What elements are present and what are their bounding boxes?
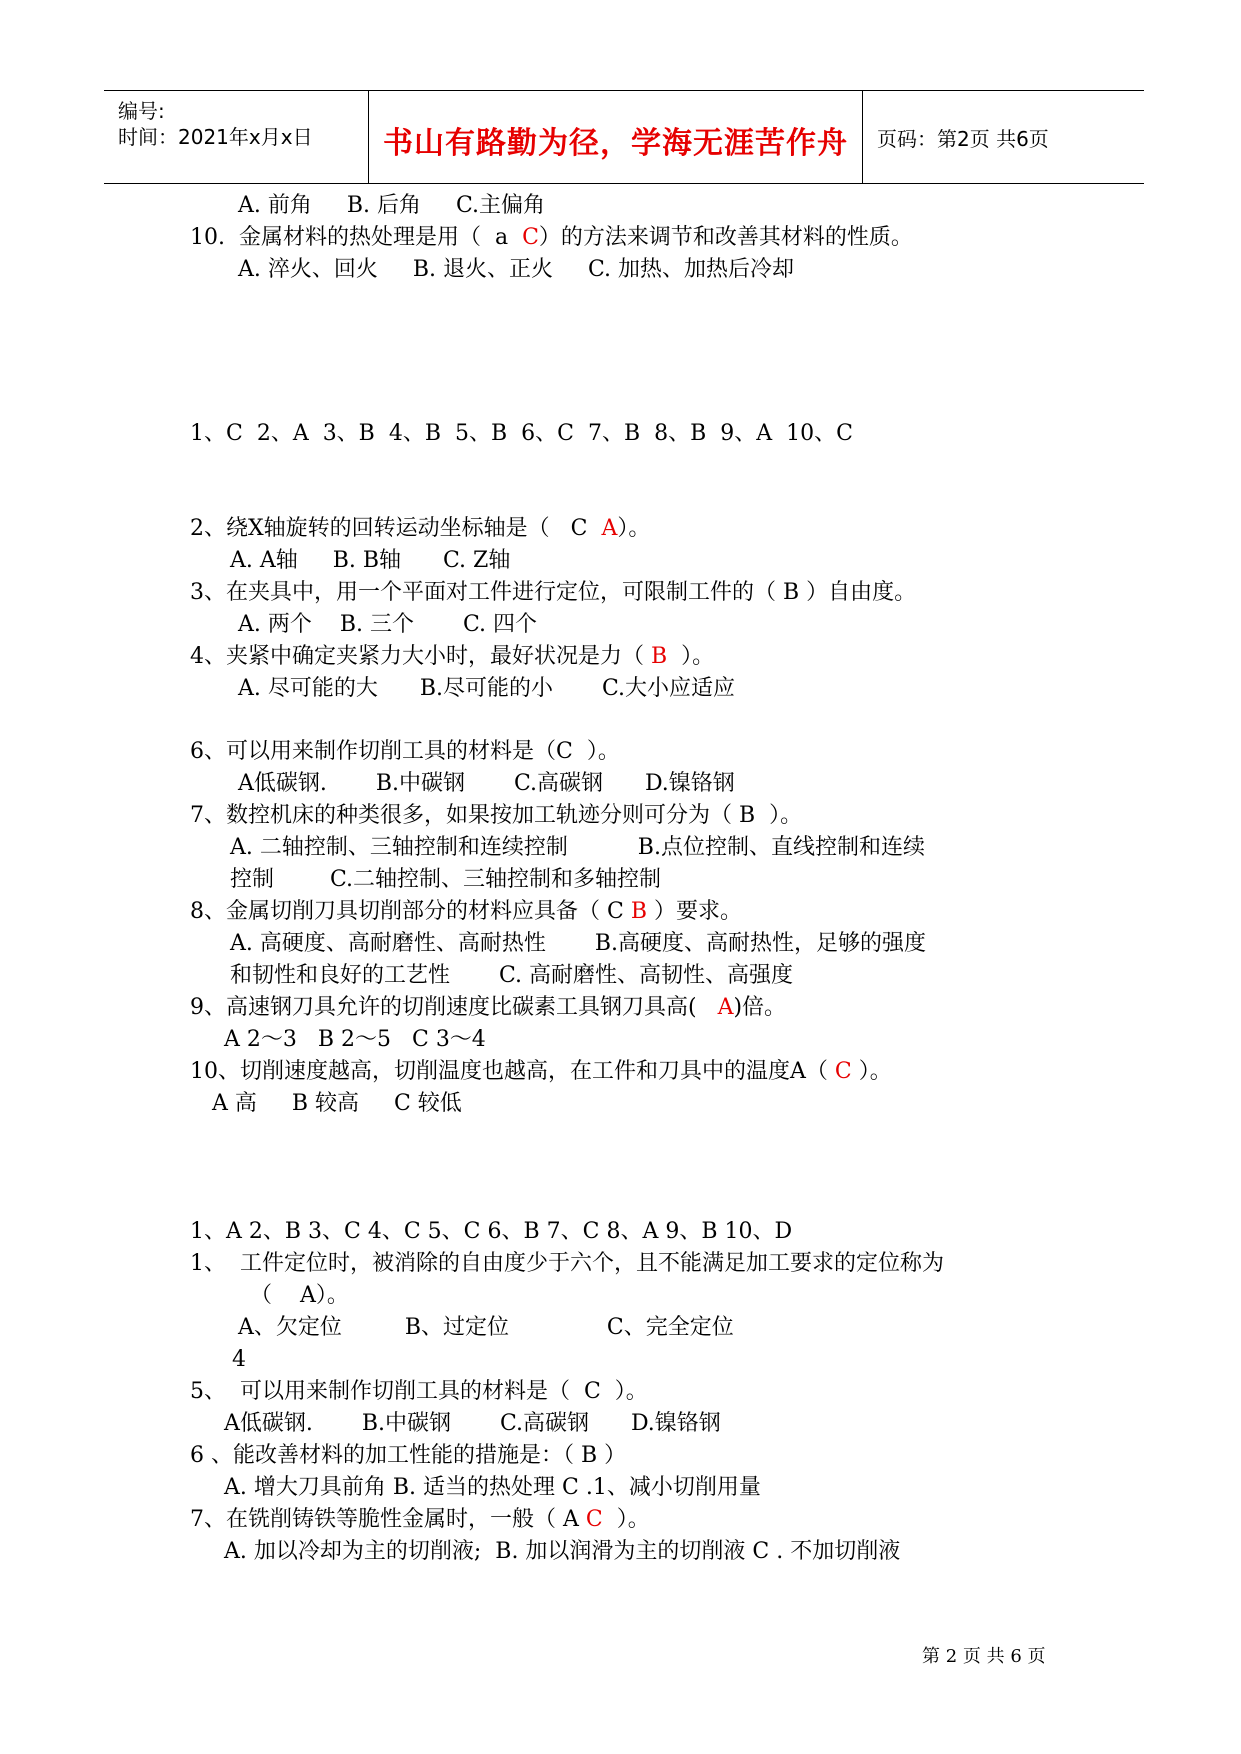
text-run: A. 二轴控制、三轴控制和连续控制 B.点位控制、直线控制和连续 [230, 835, 925, 860]
text-run: 6 、能改善材料的加工性能的措施是：（ B ） [190, 1443, 627, 1468]
text-line [232, 1346, 246, 1374]
header-info-cell [104, 91, 369, 183]
text-run: A. 淬火、回火 B. 退火、正火 C. 加热、加热后冷却 [238, 257, 794, 282]
page-label: 页码：第2页 共6页 [877, 127, 1049, 151]
text-run: 10. 金属材料的热处理是用（ a [190, 225, 523, 250]
text-run: A 高 B 较高 C 较低 [212, 1091, 462, 1116]
text-line [190, 1058, 892, 1086]
page-footer: 第 2 页 共 6 页 [922, 1646, 1046, 1667]
text-line [224, 1474, 761, 1502]
text-line [224, 1538, 900, 1566]
text-line [190, 515, 650, 543]
text-run: ）。 [851, 1059, 892, 1084]
answer-mark: A [717, 995, 734, 1020]
text-line [190, 579, 916, 607]
text-line [190, 802, 802, 830]
text-run: ）要求。 [647, 899, 742, 924]
answer-mark: C [834, 1059, 852, 1084]
text-line [190, 420, 853, 448]
text-run: A、欠定位 B、过定位 C、完全定位 [238, 1315, 734, 1340]
text-line [238, 256, 794, 284]
text-run: 控制 C.二轴控制、三轴控制和多轴控制 [230, 867, 661, 892]
text-line [230, 866, 661, 894]
text-run: 8、金属切削刀具切削部分的材料应具备（ C [190, 899, 631, 924]
text-line [230, 834, 925, 862]
text-run: 1、C 2、A 3、B 4、B 5、B 6、C 7、B 8、B 9、A 10、C [190, 421, 853, 446]
answer-mark: A [601, 516, 618, 541]
text-run: ）。 [667, 644, 715, 669]
text-line [224, 1410, 721, 1438]
answer-mark: C [585, 1507, 603, 1532]
text-line [190, 1442, 626, 1470]
text-line [238, 770, 735, 798]
text-run: 10、切削速度越高，切削温度也越高，在工件和刀具中的温度A（ [190, 1059, 835, 1084]
text-line [190, 898, 742, 926]
text-line [238, 192, 545, 220]
text-line [238, 1314, 734, 1342]
answer-mark: B [651, 644, 668, 669]
text-run: 和韧性和良好的工艺性 C. 高耐磨性、高韧性、高强度 [230, 963, 793, 988]
text-line [190, 643, 714, 671]
text-run: A. 两个 B. 三个 C. 四个 [238, 612, 537, 637]
text-run: 7、在铣削铸铁等脆性金属时，一般（ A [190, 1507, 586, 1532]
text-line [190, 994, 786, 1022]
text-run: 4 [232, 1347, 246, 1372]
answer-mark: C [522, 225, 539, 250]
header-table [104, 90, 1144, 184]
text-run: 1、A 2、B 3、C 4、C 5、C 6、B 7、C 8、A 9、B 10、D [190, 1219, 793, 1244]
text-run: 7、数控机床的种类很多，如果按加工轨迹分则可分为（ B ）。 [190, 803, 803, 828]
answer-mark: B [630, 899, 647, 924]
text-run: 5、 可以用来制作切削工具的材料是（ C ）。 [190, 1379, 648, 1404]
text-line [190, 1218, 792, 1246]
text-line [190, 1506, 650, 1534]
text-line [230, 547, 510, 575]
text-run: )倍。 [733, 995, 787, 1020]
serial-label: 编号: [118, 99, 165, 123]
text-line [190, 1378, 648, 1406]
text-line [190, 224, 913, 252]
text-run: 9、高速钢刀具允许的切削速度比碳素工具钢刀具高( [190, 995, 718, 1020]
text-run: 1、 工件定位时，被消除的自由度少于六个，且不能满足加工要求的定位称为 [190, 1251, 944, 1276]
text-run: A. A轴 B. B轴 C. Z轴 [230, 548, 511, 573]
text-line [190, 738, 620, 766]
text-line [250, 1282, 349, 1310]
header-page-cell [863, 91, 1144, 183]
text-line [190, 1250, 944, 1278]
time-label: 时间：2021年x月x日 [118, 125, 313, 149]
text-line [238, 611, 537, 639]
text-run: A. 高硬度、高耐磨性、高耐热性 B.高硬度、高耐热性，足够的强度 [230, 931, 926, 956]
text-line [238, 675, 735, 703]
text-line [230, 930, 926, 958]
text-run: ）。 [617, 516, 651, 541]
text-run: ）。 [602, 1507, 650, 1532]
text-run: A. 增大刀具前角 B. 适当的热处理 C .1、减小切削用量 [224, 1475, 761, 1500]
text-run: A. 尽可能的大 B.尽可能的小 C.大小应适应 [238, 676, 735, 701]
text-run: A. 加以冷却为主的切削液; B. 加以润滑为主的切削液 C . 不加切削液 [224, 1539, 901, 1564]
text-line [224, 1026, 486, 1054]
text-run: （ A）。 [250, 1283, 349, 1308]
text-run: A低碳钢. B.中碳钢 C.高碳钢 D.镍铬钢 [238, 771, 735, 796]
header-motto-cell [369, 91, 863, 183]
text-run: A 2～3 B 2～5 C 3～4 [224, 1027, 486, 1052]
text-run: A低碳钢. B.中碳钢 C.高碳钢 D.镍铬钢 [224, 1411, 721, 1436]
text-run: 4、夹紧中确定夹紧力大小时，最好状况是力（ [190, 644, 651, 669]
text-line [230, 962, 793, 990]
text-run: ）的方法来调节和改善其材料的性质。 [538, 225, 913, 250]
motto: 书山有路勤为径，学海无涯苦作舟 [383, 126, 848, 161]
text-line [212, 1090, 462, 1118]
text-run: 3、在夹具中，用一个平面对工件进行定位，可限制工件的（ B ）自由度。 [190, 580, 917, 605]
text-run: 2、绕X轴旋转的回转运动坐标轴是（ C [190, 516, 602, 541]
text-run: A. 前角 B. 后角 C.主偏角 [238, 193, 546, 218]
text-run: 6、可以用来制作切削工具的材料是（C ）。 [190, 739, 620, 764]
